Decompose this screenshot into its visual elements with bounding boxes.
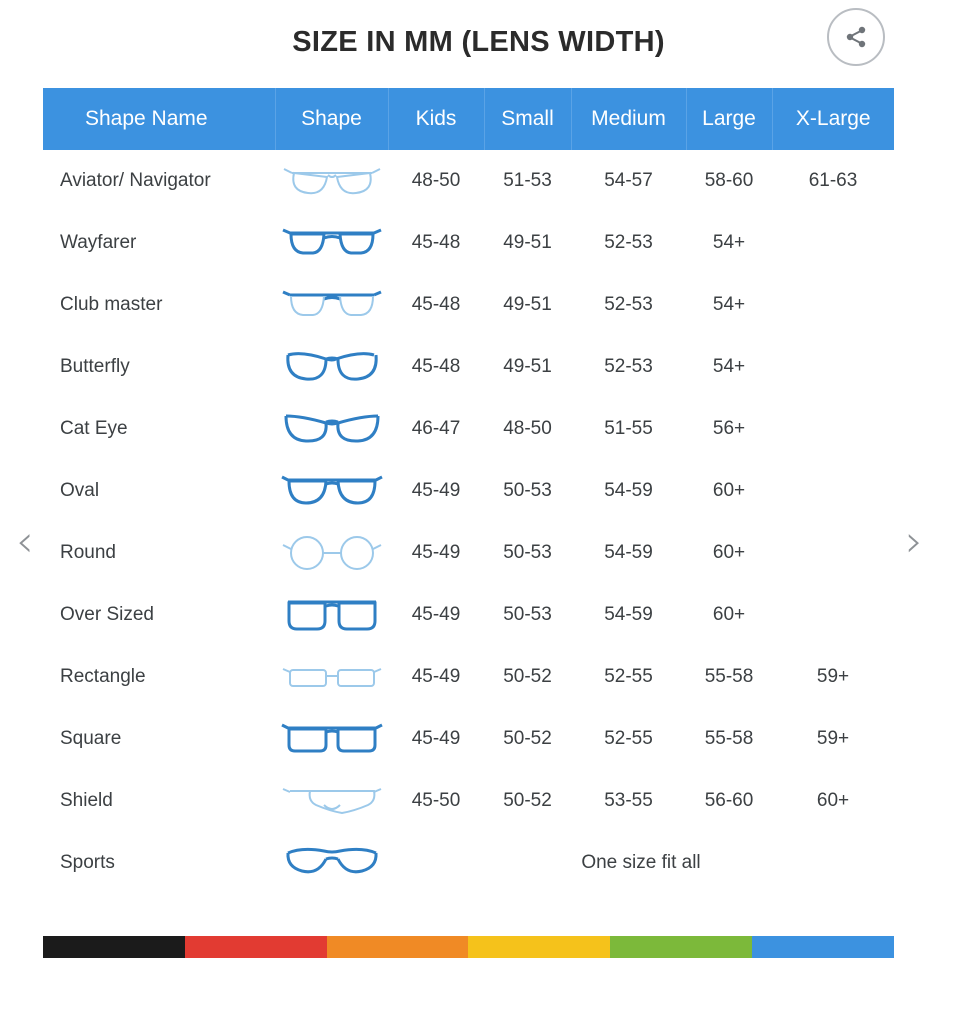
cell-medium: 54-57 [571, 150, 686, 212]
cell-shape-glyph [275, 336, 388, 398]
cell-large: 60+ [686, 584, 772, 646]
clubmaster-glasses-icon [275, 283, 388, 327]
cell-medium: 53-55 [571, 770, 686, 832]
butterfly-glasses-icon [275, 345, 388, 389]
cell-small: 49-51 [484, 336, 571, 398]
cell-large: 54+ [686, 212, 772, 274]
cell-medium: 52-53 [571, 274, 686, 336]
cell-kids: 46-47 [388, 398, 484, 460]
table-row [43, 770, 894, 832]
cell-small: 49-51 [484, 274, 571, 336]
cell-shape-name: Over Sized [43, 584, 275, 646]
color-bar-segment-3 [327, 936, 469, 958]
cell-xlarge [772, 274, 894, 336]
round-glasses-icon [275, 531, 388, 575]
cell-large: 55-58 [686, 708, 772, 770]
cell-shape-name: Butterfly [43, 336, 275, 398]
cell-large: 58-60 [686, 150, 772, 212]
size-chart-card [43, 88, 894, 894]
cell-xlarge [772, 336, 894, 398]
cell-medium: 51-55 [571, 398, 686, 460]
cell-medium: 54-59 [571, 522, 686, 584]
cell-xlarge [772, 460, 894, 522]
column-header-medium: Medium [571, 88, 686, 150]
table-row [43, 212, 894, 274]
right-gutter [949, 0, 957, 1024]
cell-large: 60+ [686, 460, 772, 522]
cell-small: 50-53 [484, 522, 571, 584]
cell-large: 56+ [686, 398, 772, 460]
left-gutter [0, 0, 8, 1024]
cell-shape-glyph [275, 398, 388, 460]
cell-xlarge: 59+ [772, 646, 894, 708]
cell-medium: 52-53 [571, 212, 686, 274]
cell-shape-glyph [275, 150, 388, 212]
cell-shape-glyph [275, 522, 388, 584]
oval-glasses-icon [275, 469, 388, 513]
cell-shape-glyph [275, 832, 388, 894]
cell-medium: 52-55 [571, 708, 686, 770]
cell-kids: 45-49 [388, 708, 484, 770]
column-header-shape-name: Shape Name [43, 88, 275, 150]
cell-shape-name: Oval [43, 460, 275, 522]
cell-kids: 45-49 [388, 522, 484, 584]
size-chart-table [43, 88, 894, 894]
cateye-glasses-icon [275, 407, 388, 451]
table-row [43, 460, 894, 522]
table-row [43, 584, 894, 646]
cell-shape-name: Aviator/ Navigator [43, 150, 275, 212]
cell-medium: 52-53 [571, 336, 686, 398]
cell-xlarge [772, 398, 894, 460]
cell-xlarge: 61-63 [772, 150, 894, 212]
cell-medium: 54-59 [571, 460, 686, 522]
cell-shape-glyph [275, 212, 388, 274]
cell-kids: 45-50 [388, 770, 484, 832]
cell-xlarge [772, 584, 894, 646]
cell-shape-glyph [275, 646, 388, 708]
cell-small: 48-50 [484, 398, 571, 460]
column-header-shape: Shape [275, 88, 388, 150]
cell-small: 50-53 [484, 460, 571, 522]
cell-kids: 45-48 [388, 336, 484, 398]
cell-large: 56-60 [686, 770, 772, 832]
oversized-glasses-icon [275, 593, 388, 637]
aviator-glasses-icon [275, 159, 388, 203]
cell-medium: 54-59 [571, 584, 686, 646]
cell-small: 51-53 [484, 150, 571, 212]
cell-shape-glyph [275, 584, 388, 646]
cell-shape-name: Wayfarer [43, 212, 275, 274]
cell-shape-name: Square [43, 708, 275, 770]
cell-xlarge: 59+ [772, 708, 894, 770]
color-bar [43, 936, 894, 958]
cell-shape-name: Rectangle [43, 646, 275, 708]
cell-large: 54+ [686, 336, 772, 398]
color-bar-segment-5 [610, 936, 752, 958]
cell-small: 50-52 [484, 646, 571, 708]
cell-kids: 45-49 [388, 646, 484, 708]
carousel-prev-arrow[interactable]: ‹ [16, 516, 34, 567]
cell-shape-glyph [275, 274, 388, 336]
column-header-large: Large [686, 88, 772, 150]
cell-shape-name: Cat Eye [43, 398, 275, 460]
cell-small: 50-52 [484, 770, 571, 832]
sports-glasses-icon [275, 841, 388, 885]
table-row [43, 708, 894, 770]
table-header [43, 88, 894, 150]
column-header-small: Small [484, 88, 571, 150]
cell-one-size-note: One size fit all [388, 832, 894, 894]
color-bar-segment-2 [185, 936, 327, 958]
color-bar-segment-1 [43, 936, 185, 958]
cell-large: 60+ [686, 522, 772, 584]
cell-large: 54+ [686, 274, 772, 336]
table-row [43, 336, 894, 398]
cell-shape-glyph [275, 460, 388, 522]
cell-shape-name: Club master [43, 274, 275, 336]
cell-small: 49-51 [484, 212, 571, 274]
cell-xlarge [772, 522, 894, 584]
table-row [43, 832, 894, 894]
square-glasses-icon [275, 717, 388, 761]
table-row [43, 646, 894, 708]
cell-kids: 45-48 [388, 274, 484, 336]
table-body [43, 150, 894, 894]
cell-xlarge: 60+ [772, 770, 894, 832]
cell-shape-glyph [275, 770, 388, 832]
cell-xlarge [772, 212, 894, 274]
cell-shape-name: Shield [43, 770, 275, 832]
rectangle-glasses-icon [275, 655, 388, 699]
color-bar-segment-6 [752, 936, 894, 958]
table-row [43, 398, 894, 460]
cell-small: 50-52 [484, 708, 571, 770]
table-row [43, 522, 894, 584]
color-bar-segment-4 [468, 936, 610, 958]
cell-shape-name: Sports [43, 832, 275, 894]
table-row [43, 274, 894, 336]
cell-kids: 45-48 [388, 212, 484, 274]
column-header-xlarge: X-Large [772, 88, 894, 150]
cell-kids: 45-49 [388, 460, 484, 522]
table-header-row [43, 88, 894, 150]
cell-kids: 48-50 [388, 150, 484, 212]
cell-large: 55-58 [686, 646, 772, 708]
page-title: SIZE IN MM (LENS WIDTH) [292, 26, 665, 58]
cell-shape-glyph [275, 708, 388, 770]
column-header-kids: Kids [388, 88, 484, 150]
table-row [43, 150, 894, 212]
cell-small: 50-53 [484, 584, 571, 646]
cell-kids: 45-49 [388, 584, 484, 646]
cell-medium: 52-55 [571, 646, 686, 708]
cell-shape-name: Round [43, 522, 275, 584]
carousel-next-arrow[interactable]: › [905, 516, 923, 567]
shield-glasses-icon [275, 779, 388, 823]
wayfarer-glasses-icon [275, 221, 388, 265]
